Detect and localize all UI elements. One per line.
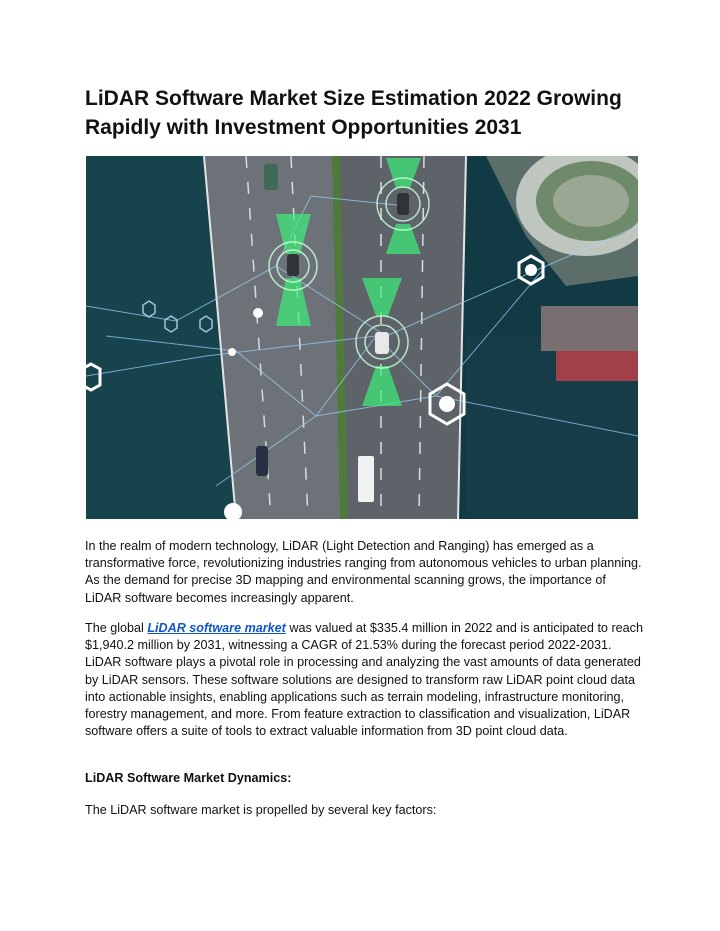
- market-size-paragraph: [85, 620, 645, 740]
- dynamics-paragraph: The LiDAR software market is propelled by several key factors:: [85, 803, 437, 817]
- paragraph-prefix: The global: [85, 621, 148, 635]
- paragraph-suffix: was valued at $335.4 million in 2022 and is anticipated to reach $1,940.2 million by 2031, witnessing a CAGR of 21.53% during the forecast period 2022-2031. LiDAR software plays a pivotal role in processing and analyzing the vast amounts of data generated by LiDAR sensors. These software solutions are designed to transform raw LiDAR point cloud data into actionable insights, enabling applications such as terrain modeling, infrastructure monitoring, forestry management, and more. From feature extraction to classification and visualization, LiDAR software offers a suite of tools to extract valuable information from 3D point cloud data.: [85, 621, 643, 739]
- section-heading: LiDAR Software Market Dynamics:: [85, 771, 292, 785]
- page-title: LiDAR Software Market Size Estimation 2022 Growing Rapidly with Investment Opportunities 2031: [85, 87, 622, 139]
- lidar-software-market-link[interactable]: LiDAR software market: [147, 621, 286, 635]
- hero-image: [86, 156, 638, 519]
- intro-paragraph: In the realm of modern technology, LiDAR (Light Detection and Ranging) has emerged as a transformative force, revolutionizing industries ranging from autonomous vehicles to urban planning. As the demand for precise 3D mapping and environmental scanning grows, the importance of LiDAR software becomes increasingly apparent.: [85, 539, 642, 605]
